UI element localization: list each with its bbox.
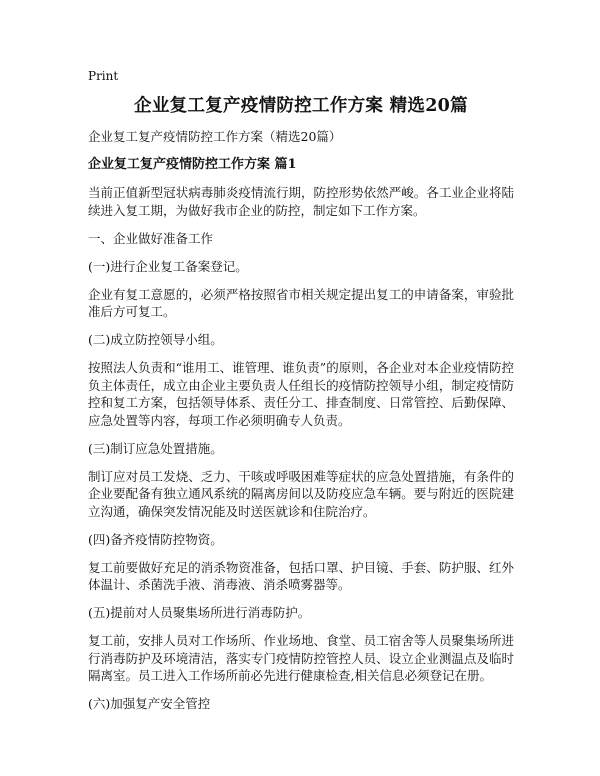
subheading-registration: (一)进行企业复工备案登记。 bbox=[88, 258, 248, 274]
document-title: 企业复工复产疫情防控工作方案 精选20篇 bbox=[134, 96, 468, 116]
document-subtitle: 企业复工复产疫情防控工作方案（精选20篇） bbox=[88, 129, 342, 144]
section-heading: 企业复工复产疫情防控工作方案 篇1 bbox=[88, 157, 297, 172]
print-label: Print bbox=[88, 69, 119, 83]
subheading-supplies: (四)备齐疫情防控物资。 bbox=[88, 531, 223, 547]
paragraph-registration: 企业有复工意愿的，必须严格按照省市相关规定提出复工的申请备案，审验批准后方可复工。 bbox=[88, 286, 514, 319]
subheading-disinfection: (五)提前对人员聚集场所进行消毒防护。 bbox=[88, 605, 311, 620]
paragraph-supplies: 复工前要做好充足的消杀物资准备，包括口罩、护目镜、手套、防护服、红外体温计、杀菌洗手液、消毒液、消杀喷雾器等。 bbox=[88, 559, 514, 592]
subheading-leadership-group: (二)成立防控领导小组。 bbox=[88, 332, 223, 347]
subheading-emergency-measures: (三)制订应急处置措施。 bbox=[88, 440, 223, 456]
paragraph-emergency-measures: 制订应对员工发烧、乏力、干咳或呼吸困难等症状的应急处置措施，有条件的企业要配备有独立通风系统的隔离房间以及防疫应急车辆。要与附近的医院建立沟通，确保突发情况能及时送医就诊和住院治疗。 bbox=[88, 468, 514, 519]
paragraph-intro: 当前正值新型冠状病毒肺炎疫情流行期，防控形势依然严峻。各工业企业将陆续进入复工期，为做好我市企业的防控，制定如下工作方案。 bbox=[88, 185, 514, 218]
heading-preparation: 一、企业做好准备工作 bbox=[88, 230, 214, 246]
paragraph-leadership-group: 按照法人负责和“谁用工、谁管理、谁负责”的原则，各企业对本企业疫情防控负主体责任，成立由企业主要负责人任组长的疫情防控领导小组，制定疫情防控和复工方案，包括领导体系、责任分工、排查制度、日常管控、后勤保障、应急处置等内容，每项工作必须明确专人负责。 bbox=[88, 360, 514, 428]
subheading-safety-control: (六)加强复产安全管控 bbox=[88, 696, 211, 711]
paragraph-disinfection: 复工前，安排人员对工作场所、作业场地、食堂、员工宿舍等人员聚集场所进行消毒防护及环境清洁，落实专门疫情防控管控人员、设立企业测温点及临时隔离室。员工进入工作场所前必先进行健康检查,相关信息必须登记在册。 bbox=[88, 633, 514, 683]
